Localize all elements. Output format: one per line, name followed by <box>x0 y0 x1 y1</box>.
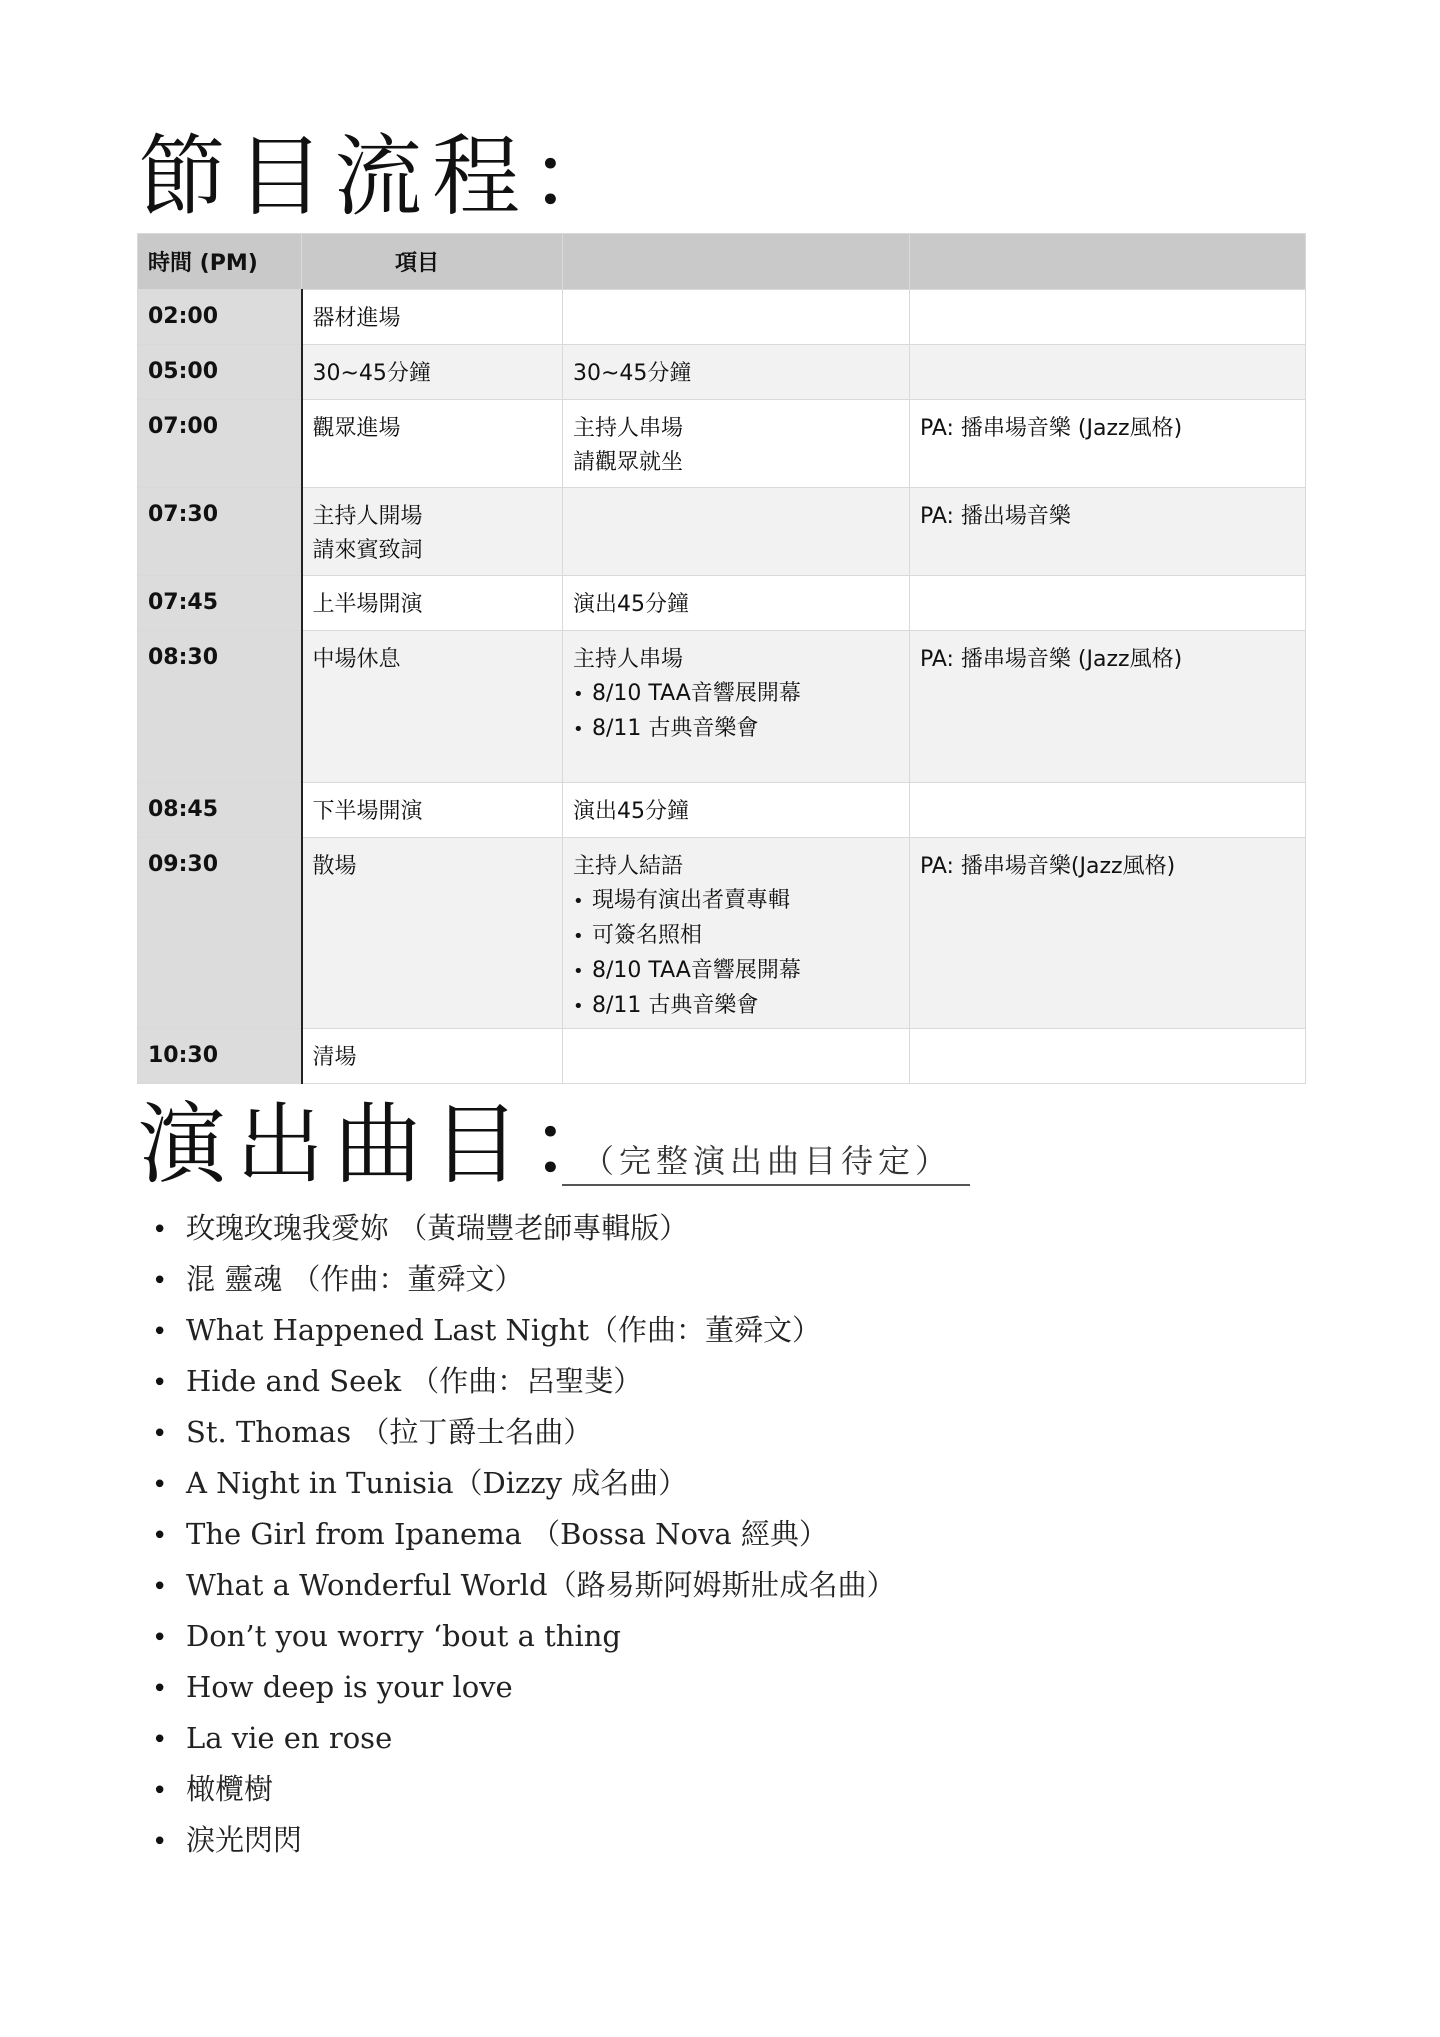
schedule-detail-line: 主持人串場 <box>573 416 684 441</box>
schedule-pa: PA: 播串場音樂 (Jazz風格) <box>910 631 1306 783</box>
song-item: • 玫瑰玫瑰我愛妳 （黃瑞豐老師專輯版） <box>152 1203 896 1254</box>
schedule-item <box>302 631 563 783</box>
header-detail <box>563 234 910 290</box>
schedule-detail <box>563 838 910 1029</box>
song-item: • The Girl from Ipanema （Bossa Nova 經典） <box>152 1509 896 1560</box>
schedule-detail <box>563 400 910 488</box>
schedule-item-line: 中場休息 <box>312 647 401 672</box>
schedule-row <box>138 576 1306 631</box>
schedule-detail-line: 演出45分鐘 <box>573 799 689 824</box>
schedule-detail-bullet: • 現場有演出者賣專輯 <box>573 884 899 919</box>
schedule-time: 07:00 <box>138 400 302 488</box>
song-item: • 淚光閃閃 <box>152 1815 896 1866</box>
schedule-time: 08:30 <box>138 631 302 783</box>
song-list <box>152 1203 896 1866</box>
schedule-time: 08:45 <box>138 783 302 838</box>
song-item: • La vie en rose <box>152 1713 896 1764</box>
schedule-item <box>302 345 563 400</box>
schedule-detail-bullet: • 8/11 古典音樂會 <box>573 712 899 747</box>
song-item: • Don’t you worry ‘bout a thing <box>152 1611 896 1662</box>
schedule-pa <box>910 1029 1306 1084</box>
song-item: • 混 靈魂 （作曲：董舜文） <box>152 1254 896 1305</box>
schedule-item-line: 清場 <box>312 1045 357 1070</box>
header-time: 時間 (PM) <box>138 234 302 290</box>
schedule-detail-bullet: • 8/10 TAA音響展開幕 <box>573 677 899 712</box>
song-item: • How deep is your love <box>152 1662 896 1713</box>
schedule-row <box>138 488 1306 576</box>
schedule-row <box>138 1029 1306 1084</box>
header-pa <box>910 234 1306 290</box>
schedule-row <box>138 345 1306 400</box>
schedule-time: 07:45 <box>138 576 302 631</box>
schedule-row <box>138 400 1306 488</box>
schedule-pa <box>910 783 1306 838</box>
schedule-item-line: 請來賓致詞 <box>312 538 423 563</box>
schedule-item-line: 下半場開演 <box>312 799 423 824</box>
schedule-time: 05:00 <box>138 345 302 400</box>
schedule-time: 02:00 <box>138 290 302 345</box>
schedule-detail <box>563 631 910 783</box>
schedule-item-line: 觀眾進場 <box>312 416 401 441</box>
song-item: • What a Wonderful World（路易斯阿姆斯壯成名曲） <box>152 1560 896 1611</box>
schedule-item <box>302 838 563 1029</box>
schedule-header-row <box>138 234 1306 290</box>
schedule-item-line: 主持人開場 <box>312 504 423 529</box>
schedule-item <box>302 290 563 345</box>
schedule-detail-line: 演出45分鐘 <box>573 592 689 617</box>
schedule-detail <box>563 488 910 576</box>
schedule-time: 07:30 <box>138 488 302 576</box>
schedule-detail <box>563 1029 910 1084</box>
song-item: • Hide and Seek （作曲：呂聖斐） <box>152 1356 896 1407</box>
schedule-pa <box>910 290 1306 345</box>
schedule-item <box>302 576 563 631</box>
schedule-detail <box>563 783 910 838</box>
schedule-item <box>302 783 563 838</box>
schedule-detail <box>563 290 910 345</box>
schedule-row <box>138 290 1306 345</box>
program-title: 節目流程： <box>138 125 629 228</box>
schedule-item-line: 散場 <box>312 854 357 879</box>
schedule-detail-line: 主持人結語 <box>573 854 684 879</box>
setlist-title: 演出曲目： <box>138 1093 629 1196</box>
schedule-item <box>302 400 563 488</box>
schedule-pa: PA: 播出場音樂 <box>910 488 1306 576</box>
schedule-pa <box>910 345 1306 400</box>
schedule-pa: PA: 播串場音樂(Jazz風格) <box>910 838 1306 1029</box>
song-item: • St. Thomas （拉丁爵士名曲） <box>152 1407 896 1458</box>
song-item: • 橄欖樹 <box>152 1764 896 1815</box>
schedule-item-line: 器材進場 <box>312 306 401 331</box>
schedule-detail-bullet: • 8/10 TAA音響展開幕 <box>573 954 899 989</box>
schedule-detail-line: 請觀眾就坐 <box>573 450 684 475</box>
schedule-detail <box>563 576 910 631</box>
schedule-pa <box>910 576 1306 631</box>
schedule-detail-line: 30~45分鐘 <box>573 361 692 386</box>
schedule-time: 09:30 <box>138 838 302 1029</box>
schedule-detail-line: 主持人串場 <box>573 647 684 672</box>
song-item: • A Night in Tunisia（Dizzy 成名曲） <box>152 1458 896 1509</box>
schedule-time: 10:30 <box>138 1029 302 1084</box>
schedule-row <box>138 838 1306 1029</box>
schedule-item-line: 上半場開演 <box>312 592 423 617</box>
schedule-table <box>137 233 1306 1084</box>
schedule-row <box>138 783 1306 838</box>
schedule-detail-bullet: • 8/11 古典音樂會 <box>573 989 899 1024</box>
schedule-item <box>302 1029 563 1084</box>
schedule-detail <box>563 345 910 400</box>
header-item: 項目 <box>302 234 563 290</box>
setlist-note: （完整演出曲目待定） <box>562 1140 970 1186</box>
schedule-pa: PA: 播串場音樂 (Jazz風格) <box>910 400 1306 488</box>
schedule-item <box>302 488 563 576</box>
schedule-detail-bullet: • 可簽名照相 <box>573 919 899 954</box>
schedule-row <box>138 631 1306 783</box>
song-item: • What Happened Last Night（作曲：董舜文） <box>152 1305 896 1356</box>
schedule-item-line: 30~45分鐘 <box>312 361 431 386</box>
